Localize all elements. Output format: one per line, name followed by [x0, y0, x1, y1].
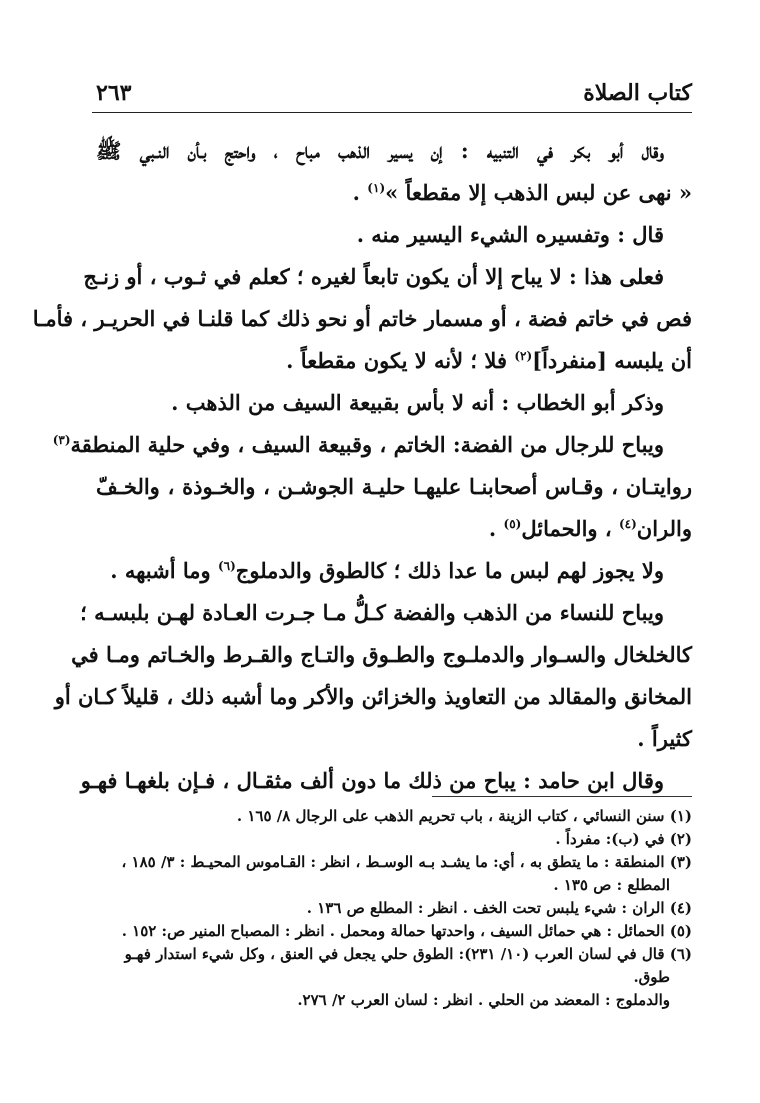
text-line: ويباح للرجال من الفضة: الخاتم ، وقبيعة السيف ، وفي حلية المنطقة$^{(٣)}$: [52, 432, 664, 457]
footnote-mark: (١): [367, 181, 386, 195]
text-line: فعلى هذا : لا يباح إلا أن يكون تابعاً لغيره ؛ كعلم في ثـوب ، أو زنـج: [83, 264, 664, 289]
text-line: ويباح للنساء من الذهب والفضة كـلُّ مـا جـرت العـادة لهـن بلبسـه ؛: [80, 600, 664, 625]
text-line: المخانق والمقالد من التعاويذ والخزائن والأكر وما أشبه ذلك ، قليلاً كـان أو: [54, 684, 692, 709]
footnote-continuation: المطلع : ص ١٣٥ .: [553, 876, 670, 894]
footnote: (١) سنن النسائي ، كتاب الزينة ، باب تحريم الذهب على الرجال ٨/ ١٦٥ .: [236, 807, 692, 825]
main-text: [32, 130, 692, 802]
text-line: أن يلبسه [منفرداً]$^{(٢)}$ فلا ؛ لأنه لا يكون مقطعاً .: [286, 348, 692, 373]
text-line: والران$^{(٤)}$ ، والحمائل$^{(٥)}$ .: [488, 516, 692, 541]
text-line: « نهى عن لبس الذهب إلا مقطعاً »$^{(١)}$ .: [352, 180, 692, 205]
text-line: وذكر أبو الخطاب : أنه لا بأس بقبيعة السيف من الذهب .: [171, 390, 664, 415]
footnote: (٥) الحمائل : هي حمائل السيف ، واحدتها حمالة ومحمل . انظر : المصباح المنير ص: ١٥٢ .: [121, 922, 692, 940]
text-line: قال : وتفسيره الشيء اليسير منه .: [356, 222, 664, 247]
text-line: روايتـان ، وقـاس أصحابنـا عليهـا حليـة الجوشـن ، والخـوذة ، والخـفّ: [96, 474, 692, 499]
text-line: ولا يجوز لهم لبس ما عدا ذلك ؛ كالطوق والدملوج$^{(٦)}$ وما أشبهه .: [110, 558, 664, 583]
chapter-title: كتاب الصلاة: [583, 80, 692, 106]
footnote: (٢) في (ب): مفرداً .: [555, 830, 692, 848]
footnote: (٦) قال في لسان العرب (١٠/ ٢٣١): الطوق حلي يجعل في العنق ، وكل شيء استدار فهـو: [124, 945, 692, 963]
text-line: كالخلخال والسـوار والدملـوج والطـوق والتـاج والقـرط والخـاتم ومـا في: [71, 642, 692, 667]
text-line: وقال أبو بكر في التنبيه : إن يسير الذهب مباح ، واحتج بـأن النـبي ﷺ: [96, 138, 664, 163]
footnote-mark: (٣): [52, 433, 71, 447]
footnotes: [96, 805, 692, 1012]
text-line: وقال ابن حامد : يباح من ذلك ما دون ألف مثقـال ، فـإن بلغهـا فهـو: [80, 768, 664, 793]
page-number: ٢٦٣: [96, 80, 132, 106]
footnote: (٣) المنطقة : ما يتطق به ، أي: ما يشـد بـه الوسـط ، انظر : القـاموس المحيـط : ٣/ ١٨٥ ،: [121, 853, 692, 871]
footnote-mark: (٤): [618, 517, 637, 531]
footnote-divider: [432, 796, 692, 797]
footnote: (٤) الران : شيء يلبس تحت الخف . انظر : المطلع ص ١٣٦ .: [306, 899, 692, 917]
footnote-mark: (٦): [217, 559, 236, 573]
footnote-continuation: طوق.: [633, 968, 670, 986]
text-line: فص في خاتم فضة ، أو مسمار خاتم أو نحو ذلك كما قلنـا في الحريـر ، فأمـا: [32, 306, 692, 331]
footnote-mark: (٢): [514, 349, 533, 363]
text-line: كثيراً .: [637, 726, 692, 751]
footnote-continuation: والدملوج : المعضد من الحلي . انظر : لسان العرب ٢/ ٢٧٦.: [297, 991, 670, 1009]
footnote-mark: (٥): [503, 517, 522, 531]
page-header: [92, 78, 692, 113]
